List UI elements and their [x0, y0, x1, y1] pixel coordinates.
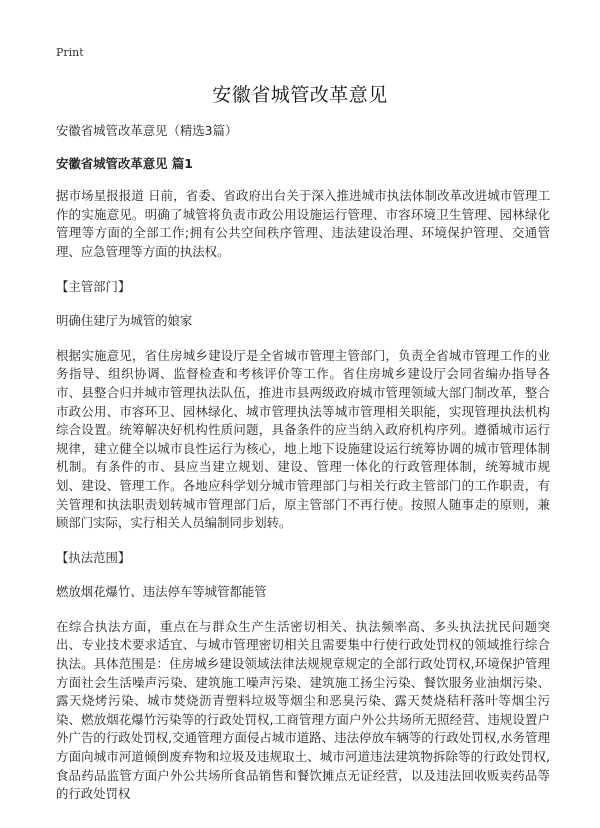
document-body	[56, 122, 550, 820]
print-label: Print	[56, 46, 84, 59]
section-heading-department: 【主管部门】	[56, 278, 131, 294]
page-title: 安徽省城管改革意见	[212, 84, 388, 106]
article-heading: 安徽省城管改革意见 篇1	[56, 155, 193, 171]
section-lead-scope: 燃放烟花爆竹、违法停车等城管都能管	[56, 584, 267, 600]
paragraph-scope: 在综合执法方面，重点在与群众生产生活密切相关、执法频率高、多头执法扰民问题突出、专业技术要求适宜、与城市管理密切相关且需要集中行使行政处罚权的领域推行综合执法。具体范围是：住房城乡建设领域法律法规规章规定的全部行政处罚权,环境保护管理方面社会生活噪声污染、建筑施工噪声污染、建筑施工扬尘污染、餐饮服务业油烟污染、露天烧烤污染、城市焚烧沥青塑料垃圾等烟尘和恶臭污染、露天焚烧秸秆落叶等烟尘污染、燃放烟花爆竹污染等的行政处罚权,工商管理方面户外公共场所无照经营、违规设置户外广告的行政处罚权,交通管理方面侵占城市道路、违法停放车辆等的行政处罚权,水务管理方面向城市河道倾倒废弃物和垃圾及违规取土、城市河道违法建筑物拆除等的行政处罚权,食品药品监管方面户外公共场所食品销售和餐饮摊点无证经营，以及违法回收贩卖药品等的行政处罚权	[56, 618, 550, 802]
paragraph-department: 根据实施意见，省住房城乡建设厅是全省城市管理主管部门，负责全省城市管理工作的业务指导、组织协调、监督检查和考核评价等工作。省住房城乡建设厅会同省编办指导各市、县整合归并城市管理执法队伍，推进市县两级政府城市管理领域大部门制改革，整合市政公用、市容环卫、园林绿化、城市管理执法等城市管理相关职能，实现管理执法机构综合设置。统筹解决好机构性质问题，具备条件的应当纳入政府机构序列。遵循城市运行规律，建立健全以城市良性运行为核心，地上地下设施建设运行统筹协调的城市管理体制机制。有条件的市、县应当建立规划、建设、管理一体化的行政管理体制，统筹城市规划、建设、管理工作。各地应科学划分城市管理部门与相关行政主管部门的工作职责，有关管理和执法职责划转城市管理部门后，原主管部门不再行使。按照人随事走的原则，兼顾部门实际，实行相关人员编制同步划转。	[56, 347, 550, 531]
section-heading-scope: 【执法范围】	[56, 549, 131, 565]
paragraph-intro: 据市场星报报道 日前，省委、省政府出台关于深入推进城市执法体制改革改进城市管理工作的实施意见。明确了城管将负责市政公用设施运行管理、市容环境卫生管理、园林绿化管理等方面的全部工作;拥有公共空间秩序管理、违法建设治理、环境保护管理、交通管理、应急管理等方面的执法权。	[56, 188, 550, 259]
section-lead-department: 明确住建厅为城管的娘家	[56, 313, 193, 329]
document-subtitle: 安徽省城管改革意见（精选3篇）	[56, 123, 238, 138]
